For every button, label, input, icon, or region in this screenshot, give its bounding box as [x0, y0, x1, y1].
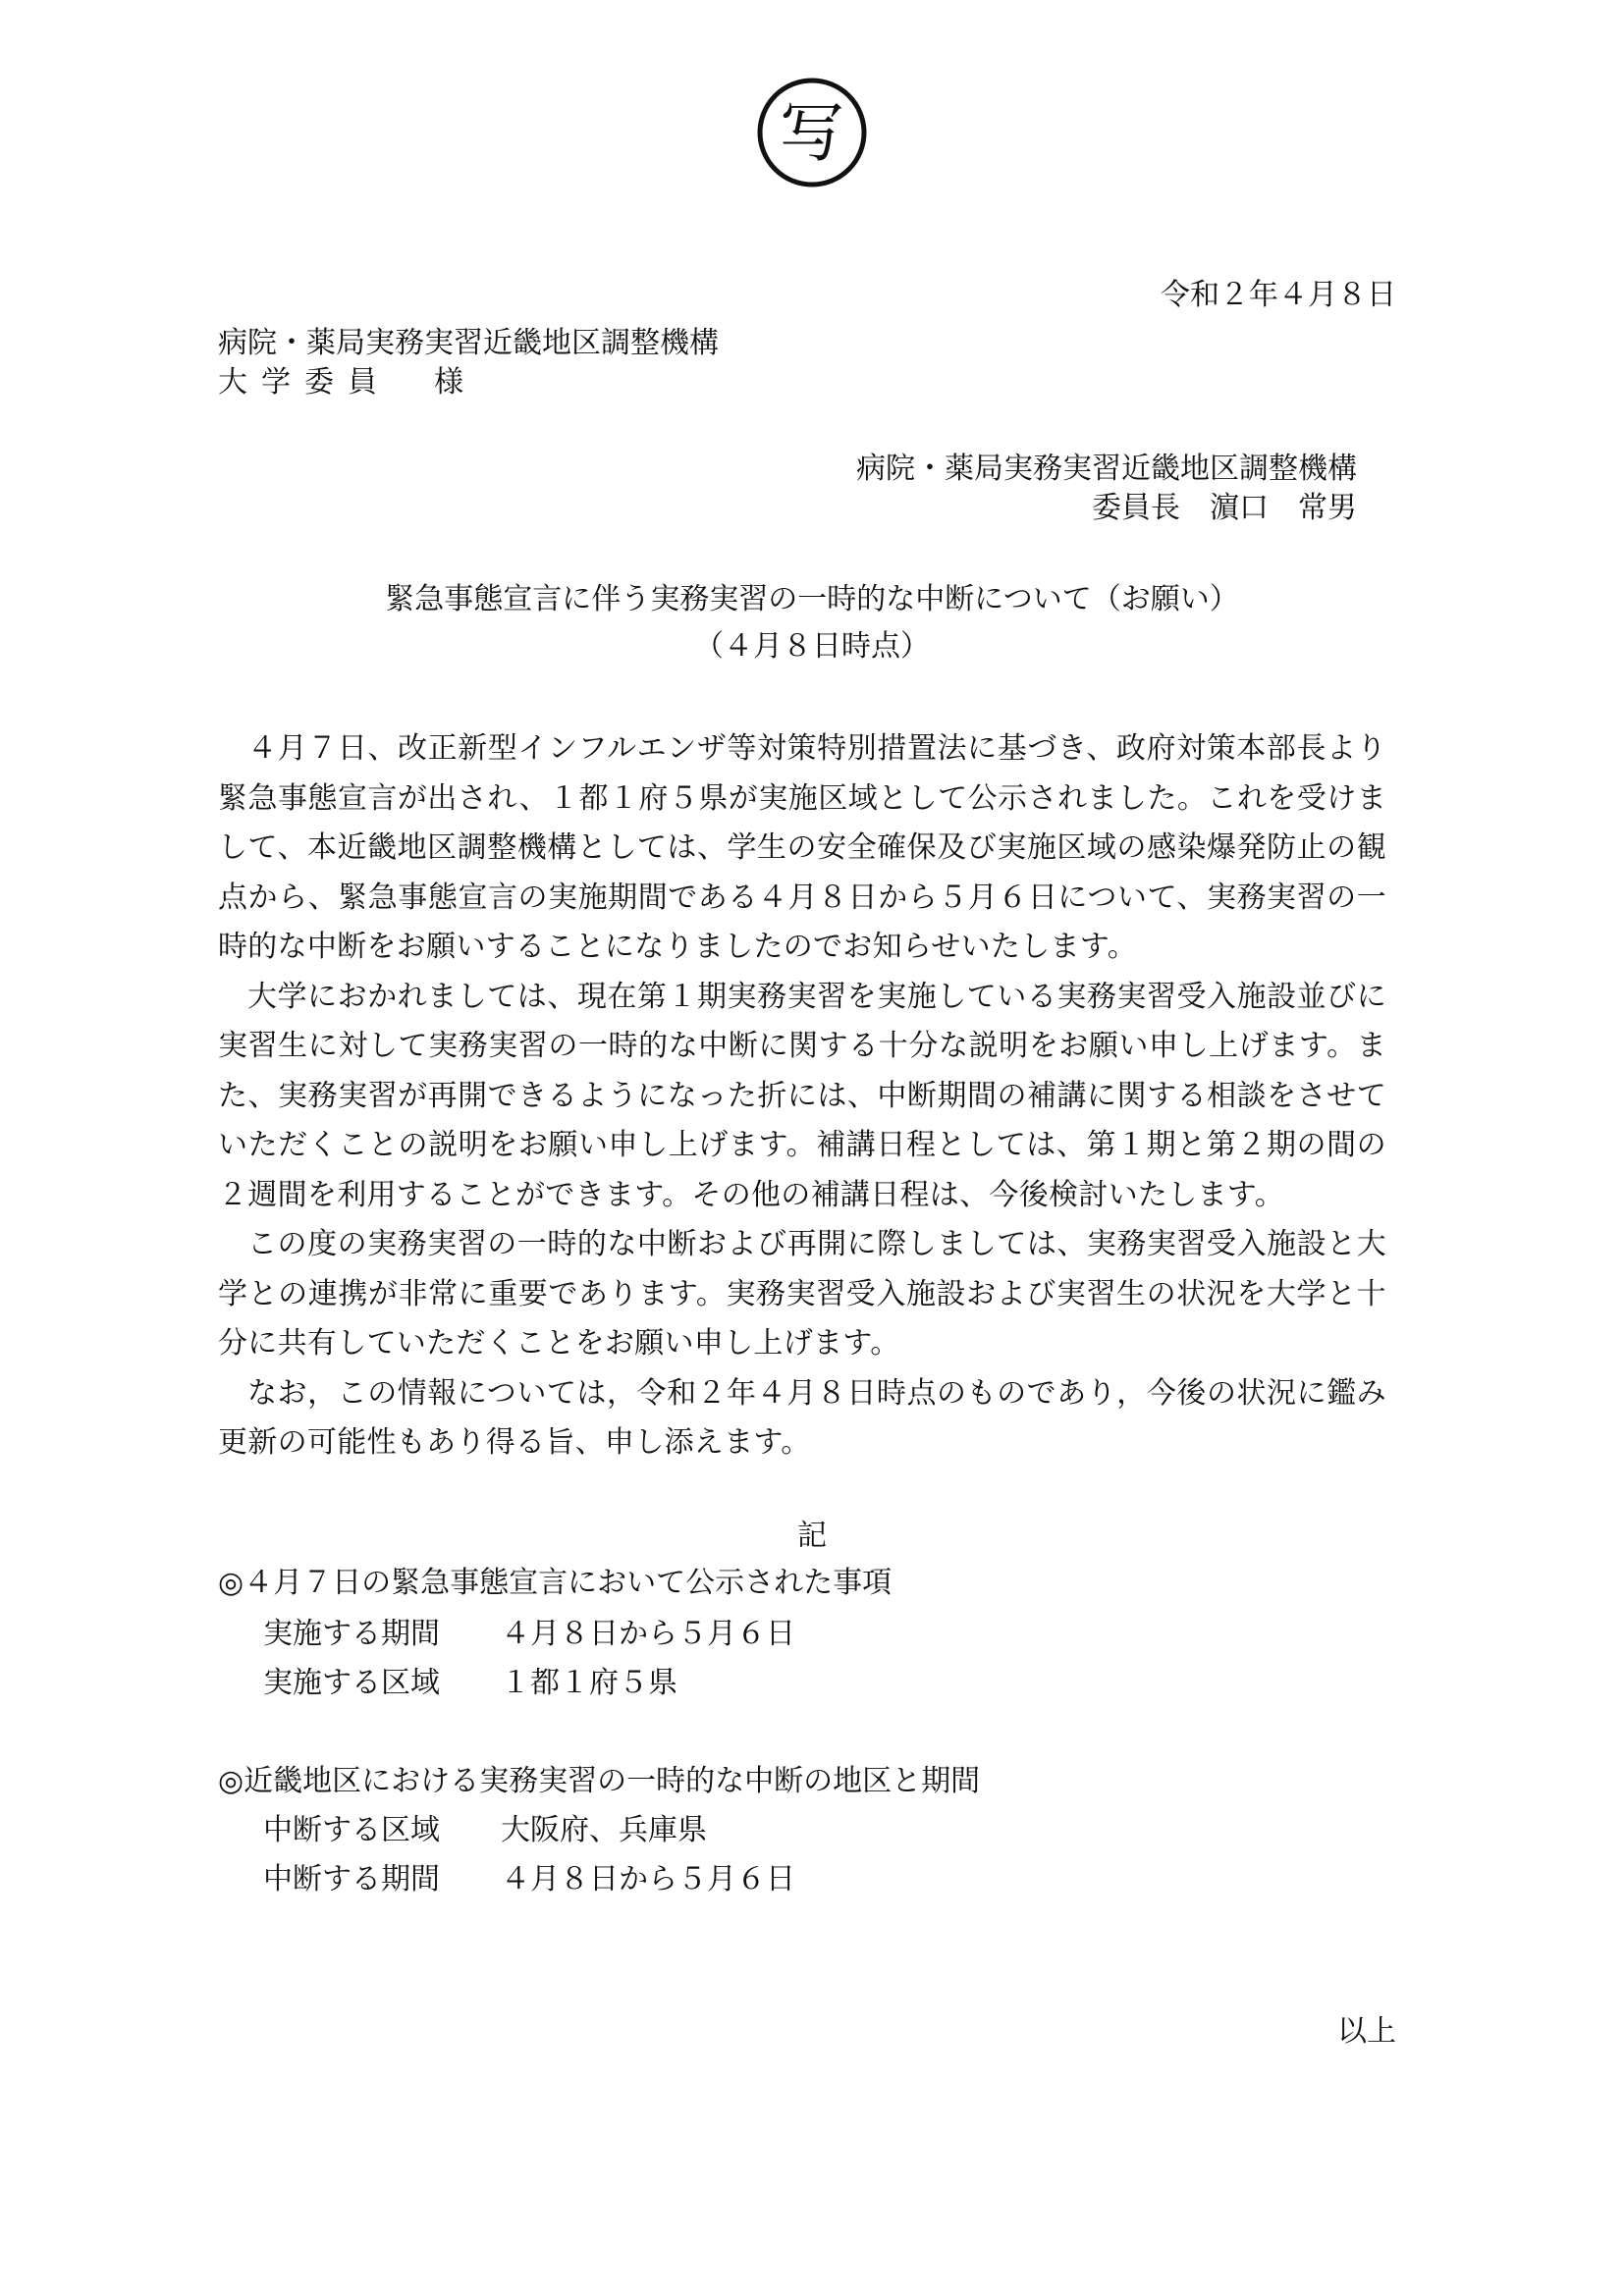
- copy-stamp-icon: [756, 77, 868, 188]
- section2-row-label: 中断する区域: [263, 1813, 440, 1847]
- section2-row-value: 大阪府、兵庫県: [501, 1813, 707, 1847]
- section1-row-value: ４月８日から５月６日: [501, 1617, 795, 1651]
- section1-row-value: １都１府５県: [501, 1666, 677, 1700]
- addressee-organization: 病院・薬局実務実習近畿地区調整機構: [218, 326, 719, 360]
- section1-row-label: 実施する区域: [263, 1666, 440, 1700]
- section2-row-value: ４月８日から５月６日: [501, 1862, 795, 1896]
- document-date: 令和２年４月８日: [1161, 278, 1396, 312]
- closing-mark: 以上: [1337, 2014, 1396, 2049]
- addressee-recipient: 大学委員 様: [218, 365, 477, 400]
- sender-organization: 病院・薬局実務実習近畿地区調整機構: [856, 452, 1357, 486]
- stamp-glyph: 写: [780, 95, 844, 171]
- sender-name: 委員長 濵口 常男: [1092, 491, 1357, 525]
- section2-heading: ◎近畿地区における実務実習の一時的な中断の地区と期間: [218, 1764, 981, 1798]
- section1-heading: ◎４月７日の緊急事態宣言において公示された事項: [218, 1566, 893, 1600]
- body-text: [218, 724, 1386, 1468]
- document-title: 緊急事態宣言に伴う実務実習の一時的な中断について（お願い）: [385, 582, 1239, 616]
- section1-row-label: 実施する期間: [263, 1617, 440, 1651]
- body-paragraph: ４月７日、改正新型インフルエンザ等対策特別措置法に基づき、政府対策本部長より緊急事態宣言が出され、１都１府５県が実施区域として公示されました。これを受けまして、本近畿地区調整機構としては、学生の安全確保及び実施区域の感染爆発防止の観点から、緊急事態宣言の実施期間である４月８日から５月６日について、実務実習の一時的な中断をお願いすることになりましたのでお知らせいたします。: [218, 731, 1386, 964]
- body-paragraph: この度の実務実習の一時的な中断および再開に際しましては、実務実習受入施設と大学との連携が非常に重要であります。実務実習受入施設および実習生の状況を大学と十分に共有していただくことをお願い申し上げます。: [218, 1227, 1386, 1361]
- document-subtitle: （４月８日時点）: [694, 629, 930, 664]
- body-paragraph: 大学におかれましては、現在第１期実務実習を実施している実務実習受入施設並びに実習生に対して実務実習の一時的な中断に関する十分な説明をお願い申し上げます。また、実務実習が再開できるようになった折には、中断期間の補講に関する相談をさせていただくことの説明をお願い申し上げます。補講日程としては、第１期と第２期の間の２週間を利用することができます。その他の補講日程は、今後検討いたします。: [218, 979, 1386, 1212]
- ki-heading: 記: [797, 1519, 827, 1553]
- section2-row-label: 中断する期間: [263, 1862, 440, 1896]
- body-paragraph: なお，この情報については，令和２年４月８日時点のものであり，今後の状況に鑑み更新の可能性もあり得る旨、申し添えます。: [218, 1375, 1386, 1460]
